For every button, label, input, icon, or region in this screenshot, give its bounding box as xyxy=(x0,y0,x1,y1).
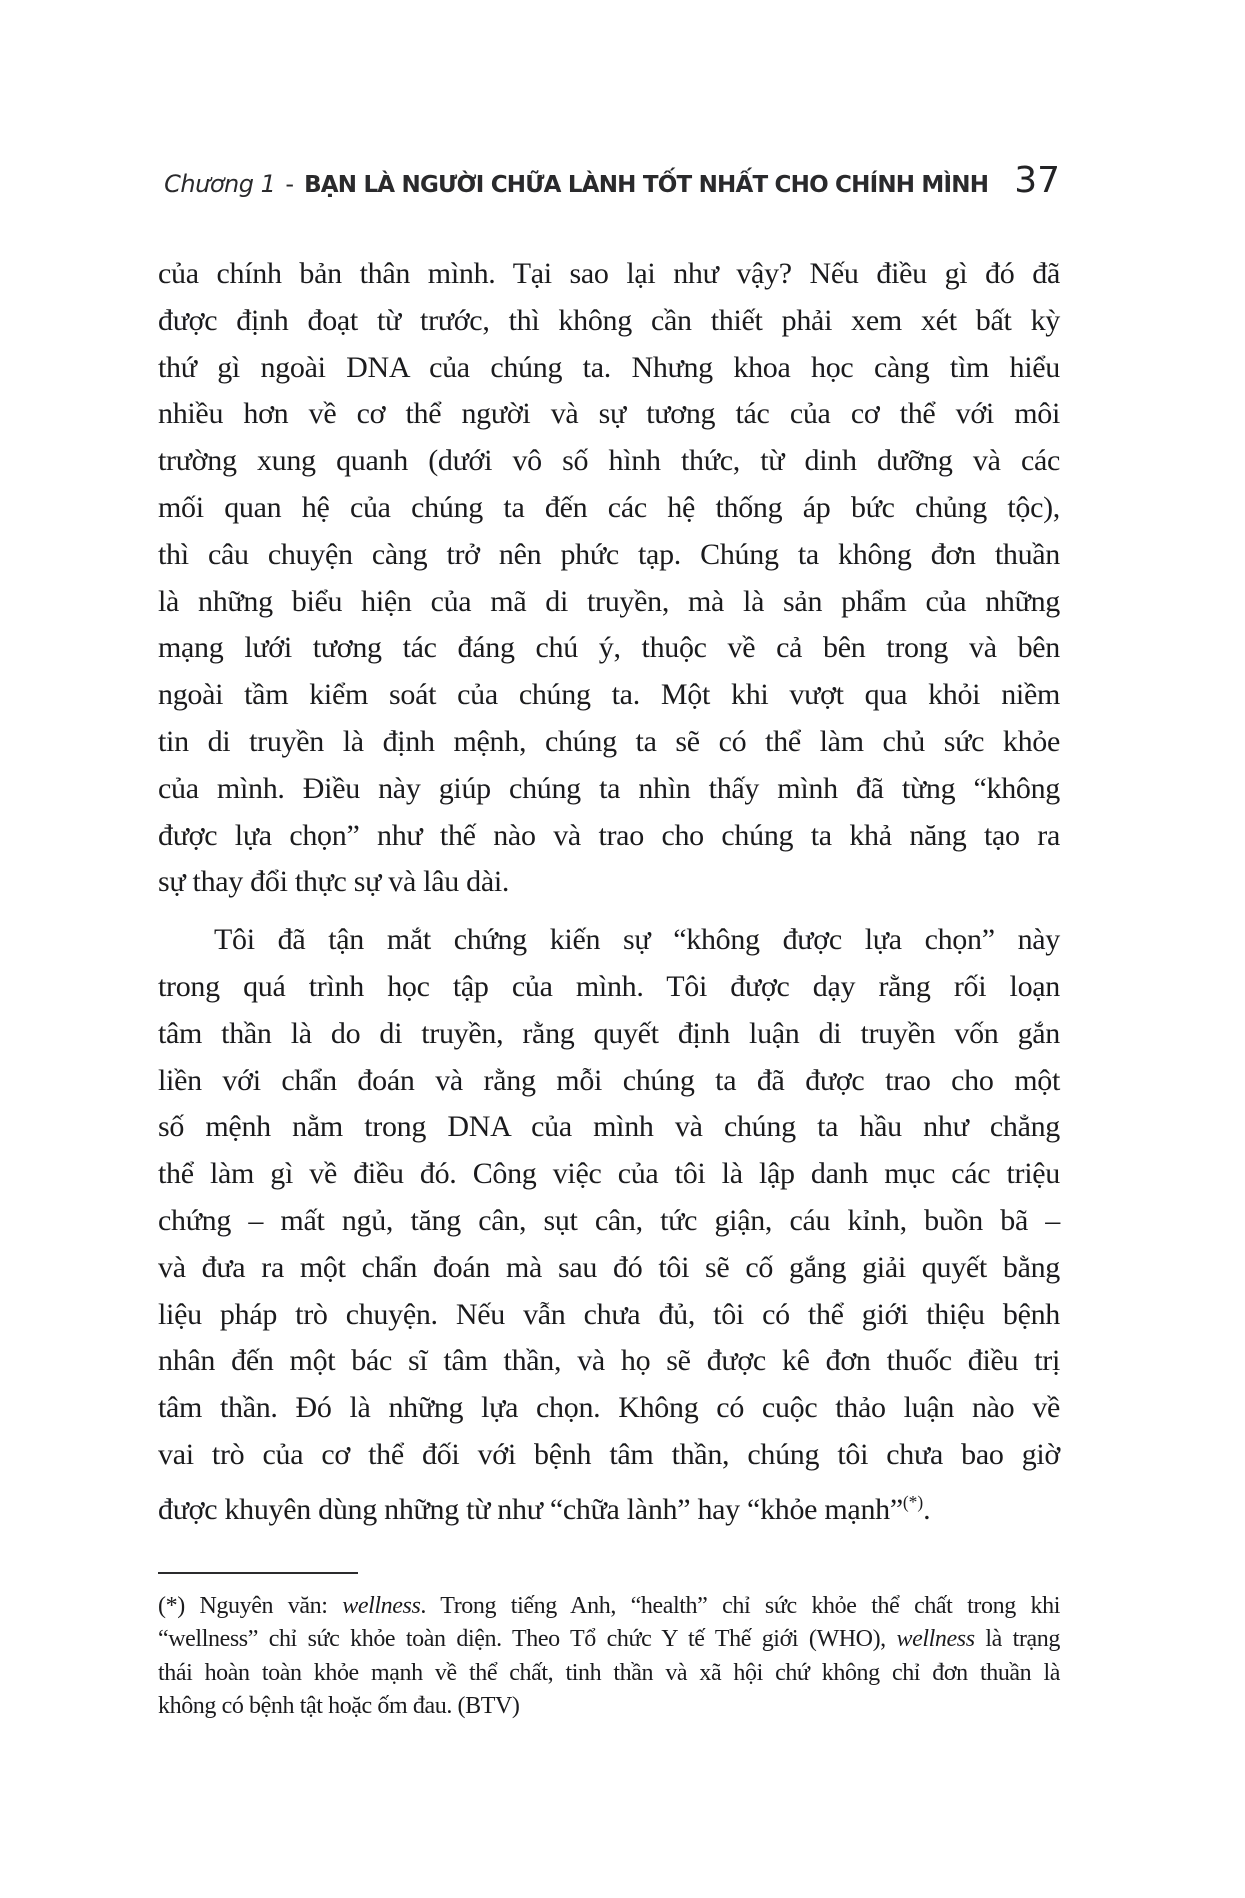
text-segment: . Trong tiếng Anh, “health” chỉ sức khỏe thể chất trong khi xyxy=(420,1593,1061,1619)
text-segment: . xyxy=(923,1492,931,1526)
text-segment: tâm thần là do di truyền, rằng quyết định luận di truyền vốn gắn xyxy=(158,1016,1060,1050)
body-line xyxy=(158,485,1060,532)
text-segment: mạng lưới tương tác đáng chú ý, thuộc về cả bên trong và bên xyxy=(158,631,1060,665)
body-line xyxy=(158,532,1060,579)
body-line xyxy=(158,964,1060,1011)
body-line xyxy=(158,1479,1060,1526)
text-segment: không có bệnh tật hoặc ốm đau. (BTV) xyxy=(158,1693,520,1720)
body-line xyxy=(158,917,1060,964)
footnote-line xyxy=(158,1657,1060,1690)
body-line xyxy=(158,391,1060,438)
chapter-label: Chương 1 xyxy=(164,170,276,198)
text-segment: được lựa chọn” như thế nào và trao cho chúng ta khả năng tạo ra xyxy=(158,818,1060,852)
text-segment: (*) Nguyên văn: xyxy=(158,1593,343,1619)
page-number: 37 xyxy=(1014,160,1060,201)
text-segment: ngoài tầm kiểm soát của chúng ta. Một khi vượt qua khỏi niềm xyxy=(158,678,1060,712)
paragraph xyxy=(158,917,1060,1525)
text-segment: sự thay đổi thực sự và lâu dài. xyxy=(158,865,510,899)
chapter-title: BẠN LÀ NGƯỜI CHỮA LÀNH TỐT NHẤT CHO CHÍNH MÌNH xyxy=(304,172,989,198)
text-segment: số mệnh nằm trong DNA của mình và chúng ta hầu như chẳng xyxy=(158,1110,1060,1144)
footnote-divider xyxy=(158,1572,358,1574)
body-line xyxy=(158,579,1060,626)
body-line xyxy=(158,625,1060,672)
text-segment: tin di truyền là định mệnh, chúng ta sẽ có thể làm chủ sức khỏe xyxy=(158,724,1060,758)
text-segment: vai trò của cơ thể đối với bệnh tâm thần, chúng tôi chưa bao giờ xyxy=(158,1437,1060,1471)
text-segment: nhiều hơn về cơ thể người và sự tương tác của cơ thể với môi xyxy=(158,397,1060,431)
body-line xyxy=(158,719,1060,766)
text-segment: Tôi đã tận mắt chứng kiến sự “không được lựa chọn” này xyxy=(214,923,1060,957)
footnote-line xyxy=(158,1590,1060,1623)
body-line xyxy=(158,1432,1060,1479)
body-line xyxy=(158,813,1060,860)
body-line xyxy=(158,1385,1060,1432)
body-line xyxy=(158,1151,1060,1198)
footnote-line xyxy=(158,1623,1060,1656)
body-line xyxy=(158,1058,1060,1105)
footnote-marker: (*) xyxy=(902,1491,924,1512)
running-header xyxy=(158,160,1060,201)
text-segment: thứ gì ngoài DNA của chúng ta. Nhưng khoa học càng tìm hiểu xyxy=(158,350,1060,384)
body-line xyxy=(158,859,1060,906)
body-line xyxy=(158,251,1060,298)
body-text xyxy=(158,251,1060,1526)
text-segment: trường xung quanh (dưới vô số hình thức, từ dinh dưỡng và các xyxy=(158,444,1060,478)
text-segment: được định đoạt từ trước, thì không cần thiết phải xem xét bất kỳ xyxy=(158,303,1060,337)
text-segment: “wellness” chỉ sức khỏe toàn diện. Theo Tổ chức Y tế Thế giới (WHO), xyxy=(158,1626,897,1653)
text-segment: thái hoàn toàn khỏe mạnh về thể chất, tinh thần và xã hội chứ không chỉ đơn thuần là xyxy=(158,1659,1060,1686)
body-line xyxy=(158,766,1060,813)
text-segment: mối quan hệ của chúng ta đến các hệ thống áp bức chủng tộc), xyxy=(158,490,1060,524)
body-line xyxy=(158,438,1060,485)
body-line xyxy=(158,1338,1060,1385)
text-segment: thì câu chuyện càng trở nên phức tạp. Chúng ta không đơn thuần xyxy=(158,537,1060,571)
text-segment: là trạng xyxy=(974,1626,1060,1653)
text-segment: nhân đến một bác sĩ tâm thần, và họ sẽ được kê đơn thuốc điều trị xyxy=(158,1344,1060,1378)
body-line xyxy=(158,1104,1060,1151)
footnote xyxy=(158,1590,1060,1724)
paragraph xyxy=(158,251,1060,906)
text-segment: liền với chẩn đoán và rằng mỗi chúng ta đã được trao cho một xyxy=(158,1063,1060,1097)
body-line xyxy=(158,672,1060,719)
text-segment: thể làm gì về điều đó. Công việc của tôi là lập danh mục các triệu xyxy=(158,1157,1060,1191)
text-segment: wellness xyxy=(342,1593,421,1619)
body-line xyxy=(158,1198,1060,1245)
body-line xyxy=(158,1245,1060,1292)
text-segment: wellness xyxy=(896,1626,975,1653)
text-segment: chứng – mất ngủ, tăng cân, sụt cân, tức giận, cáu kỉnh, buồn bã – xyxy=(158,1203,1060,1237)
text-segment: là những biểu hiện của mã di truyền, mà là sản phẩm của những xyxy=(158,584,1060,618)
text-segment: liệu pháp trò chuyện. Nếu vẫn chưa đủ, tôi có thể giới thiệu bệnh xyxy=(158,1297,1060,1331)
text-segment: của chính bản thân mình. Tại sao lại như vậy? Nếu điều gì đó đã xyxy=(158,257,1060,290)
text-segment: của mình. Điều này giúp chúng ta nhìn thấy mình đã từng “không xyxy=(158,771,1060,805)
text-segment: trong quá trình học tập của mình. Tôi được dạy rằng rối loạn xyxy=(158,969,1060,1003)
body-line xyxy=(158,1011,1060,1058)
footnote-line xyxy=(158,1690,1060,1723)
body-line xyxy=(158,1292,1060,1339)
chapter-separator: - xyxy=(285,170,295,198)
body-line xyxy=(158,298,1060,345)
text-segment: và đưa ra một chẩn đoán mà sau đó tôi sẽ cố gắng giải quyết bằng xyxy=(158,1250,1060,1284)
text-segment: được khuyên dùng những từ như “chữa lành” hay “khỏe mạnh” xyxy=(158,1492,903,1526)
text-segment: tâm thần. Đó là những lựa chọn. Không có cuộc thảo luận nào về xyxy=(158,1391,1060,1425)
body-line xyxy=(158,345,1060,392)
